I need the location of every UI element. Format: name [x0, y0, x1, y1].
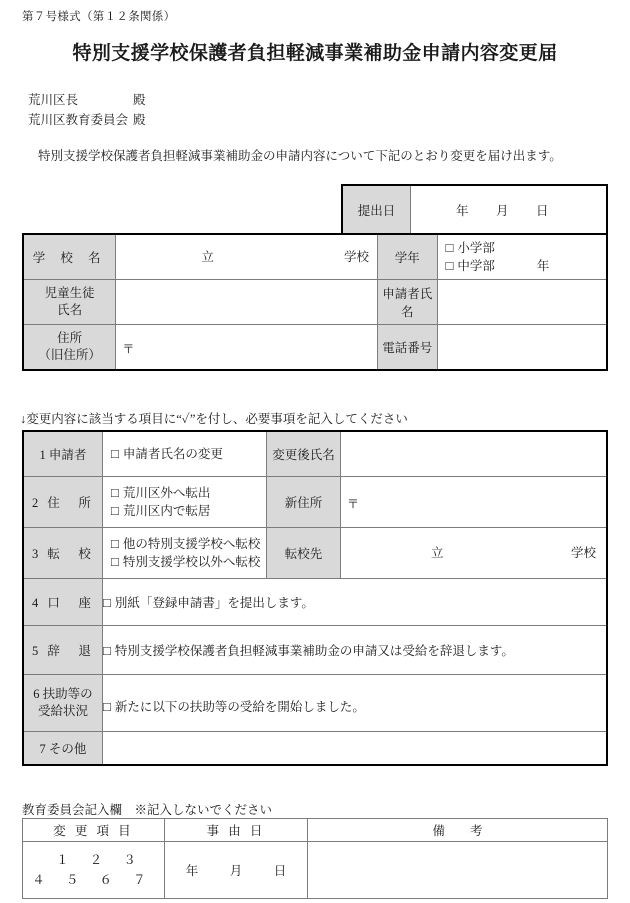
- address-label-line1: 住所: [57, 331, 83, 345]
- grade-options: [438, 235, 606, 279]
- change-row5-options[interactable]: [103, 626, 608, 675]
- change-row2-value-field[interactable]: [341, 477, 608, 528]
- change-items-table: [22, 430, 608, 766]
- student-name-field[interactable]: [116, 280, 378, 325]
- table-row: [23, 325, 607, 371]
- transfer-school-suffix: 学校: [570, 546, 596, 560]
- checkbox-icon[interactable]: □: [445, 240, 454, 255]
- addressee-board-name: 荒川区教育委員会: [28, 113, 129, 127]
- address-label-line2: （旧住所）: [38, 348, 101, 362]
- grade-option-elementary-label: 小学部: [457, 241, 495, 255]
- applicant-info-table: [22, 233, 608, 371]
- change-row6-option1-label: 新たに以下の扶助等の受給を開始しました。: [114, 699, 365, 714]
- addressee-mayor-honorific: 殿: [133, 93, 146, 107]
- transfer-school-prefix: 立: [431, 546, 444, 560]
- change-row6-label-line2: 受給状況: [37, 704, 88, 718]
- school-name-label: 学 校 名: [23, 234, 116, 280]
- change-row1-options: [103, 431, 267, 477]
- change-row3-option2-label: 特別支援学校以外へ転校: [122, 555, 261, 569]
- committee-col2-header: 事 由 日: [165, 819, 308, 842]
- address-label: [23, 325, 116, 371]
- checkbox-row-move-out[interactable]: [103, 484, 266, 502]
- committee-change-numbers: [23, 850, 164, 890]
- grade-year-suffix: 年: [536, 259, 550, 273]
- addressee-board: [28, 110, 146, 128]
- change-row5-label: 5 辞 退: [23, 626, 103, 675]
- instruction-text: ↓変更内容に該当する項目に“✓”を付し、必要事項を記入してください: [20, 412, 408, 426]
- checkbox-icon[interactable]: □: [103, 698, 111, 714]
- change-row3-option1-label: 他の特別支援学校へ転校: [122, 537, 261, 551]
- school-name-hint: [116, 248, 377, 266]
- change-row2-options: [103, 477, 267, 528]
- change-row1-value-field[interactable]: [341, 431, 608, 477]
- submission-date-label: 提出日: [342, 185, 411, 235]
- student-name-label-line1: 児童生徒: [44, 286, 95, 300]
- table-row: [23, 579, 607, 626]
- phone-label: 電話番号: [377, 325, 437, 371]
- change-row3-sublabel: 転校先: [267, 528, 341, 579]
- postal-mark-icon: 〒: [347, 497, 360, 511]
- change-row4-option1-label: 別紙「登録申請書」を提出します。: [114, 596, 314, 610]
- committee-col1-header: 変 更 項 目: [23, 819, 165, 842]
- transfer-school-hint: [341, 544, 606, 562]
- table-row: [23, 280, 607, 325]
- school-name-field[interactable]: [116, 234, 378, 280]
- committee-numbers-row1: １ ２ ３: [56, 853, 145, 867]
- submission-date-placeholder: [411, 201, 606, 219]
- change-row6-label-text: [24, 686, 102, 720]
- phone-field[interactable]: [437, 325, 607, 371]
- change-row5-option1-label: 特別支援学校保護者負担軽減事業補助金の申請又は受給を辞退します。: [114, 644, 514, 658]
- submission-date-field[interactable]: [411, 185, 608, 235]
- school-prefix: 立: [201, 250, 214, 264]
- change-row3-options: [103, 528, 267, 579]
- table-row: [23, 675, 607, 732]
- postal-mark-icon: 〒: [122, 342, 135, 356]
- change-row4-label: 4 口 座: [23, 579, 103, 626]
- checkbox-icon[interactable]: □: [111, 485, 119, 500]
- checkbox-row-junior[interactable]: [446, 257, 606, 275]
- address-label-text: [24, 330, 115, 364]
- change-row3-label: 3 転 校: [23, 528, 103, 579]
- checkbox-row-elementary[interactable]: [446, 239, 606, 257]
- checkbox-row-transfer-other[interactable]: [103, 553, 266, 571]
- table-row: [23, 477, 607, 528]
- committee-date-placeholder: [170, 864, 302, 878]
- change-row2-label: 2 住 所: [23, 477, 103, 528]
- school-suffix: 学校: [343, 250, 369, 264]
- committee-col3-header: 備 考: [308, 819, 608, 842]
- change-row6-label-line1: 6 扶助等の: [33, 687, 93, 701]
- checkbox-icon[interactable]: □: [111, 554, 119, 569]
- checkbox-icon[interactable]: □: [111, 536, 119, 551]
- applicant-name-label: 申請者氏名: [377, 280, 437, 325]
- change-row1-sublabel: 変更後氏名: [267, 431, 341, 477]
- committee-date-year: 年: [185, 864, 199, 878]
- table-row: [23, 626, 607, 675]
- change-row2-option1-label: 荒川区外へ転出: [122, 486, 211, 500]
- change-row1-label: 1 申請者: [23, 431, 103, 477]
- student-name-label-text: [24, 285, 115, 319]
- form-number: 第７号様式（第１２条関係）: [22, 11, 176, 23]
- committee-date-month: 月: [229, 864, 243, 878]
- lead-paragraph: 特別支援学校保護者負担軽減事業補助金の申請内容について下記のとおり変更を届け出ます。: [38, 149, 562, 163]
- committee-section-heading: 教育委員会記入欄 ※記入しないでください: [22, 803, 273, 817]
- page-title: 特別支援学校保護者負担軽減事業補助金申請内容変更届: [72, 43, 558, 64]
- addressee-mayor-name: 荒川区長: [28, 93, 79, 107]
- table-row: [23, 234, 607, 280]
- table-row: [23, 732, 607, 766]
- address-field[interactable]: [116, 325, 378, 371]
- committee-remarks-field[interactable]: [308, 842, 608, 899]
- committee-date-day: 日: [273, 864, 287, 878]
- submission-date-day: 日: [535, 204, 549, 218]
- change-row2-sublabel: 新住所: [267, 477, 341, 528]
- addressee-mayor: [28, 90, 146, 108]
- checkbox-icon[interactable]: □: [111, 503, 119, 518]
- table-row: [23, 431, 607, 477]
- change-row7-value-field[interactable]: [103, 732, 608, 766]
- checkbox-icon[interactable]: □: [111, 446, 119, 461]
- change-row6-label: [23, 675, 103, 732]
- submission-date-month: 月: [495, 204, 509, 218]
- student-name-label: [23, 280, 116, 325]
- table-row: [23, 528, 607, 579]
- checkbox-icon[interactable]: □: [103, 595, 111, 610]
- committee-numbers-row2: ４ ５ ６ ７: [32, 873, 155, 887]
- checkbox-icon[interactable]: □: [103, 643, 111, 658]
- checkbox-row-move-within[interactable]: [103, 502, 266, 520]
- change-row7-label: 7 その他: [23, 732, 103, 766]
- checkbox-row-transfer-special[interactable]: [103, 535, 266, 553]
- committee-reason-date-field[interactable]: [165, 842, 308, 899]
- checkbox-row-name-change[interactable]: [103, 445, 266, 463]
- grade-field[interactable]: [437, 234, 607, 280]
- committee-change-items-field[interactable]: [23, 842, 165, 899]
- committee-table: [22, 818, 608, 899]
- change-row1-option1-label: 申請者氏名の変更: [122, 447, 223, 461]
- submission-date-year: 年: [455, 204, 469, 218]
- applicant-name-field[interactable]: [437, 280, 607, 325]
- checkbox-icon[interactable]: □: [445, 258, 454, 273]
- table-row: [23, 842, 608, 899]
- student-name-label-line2: 氏名: [57, 303, 83, 317]
- submission-date-table: [341, 184, 608, 236]
- change-row4-options[interactable]: [103, 579, 608, 626]
- change-row3-value-field[interactable]: [341, 528, 608, 579]
- grade-option-junior-label: 中学部: [457, 259, 495, 273]
- change-row6-options[interactable]: [103, 675, 608, 732]
- grade-label: 学年: [377, 234, 437, 280]
- change-row2-option2-label: 荒川区内で転居: [122, 504, 211, 518]
- addressee-board-honorific: 殿: [133, 113, 146, 127]
- table-row: [23, 819, 608, 842]
